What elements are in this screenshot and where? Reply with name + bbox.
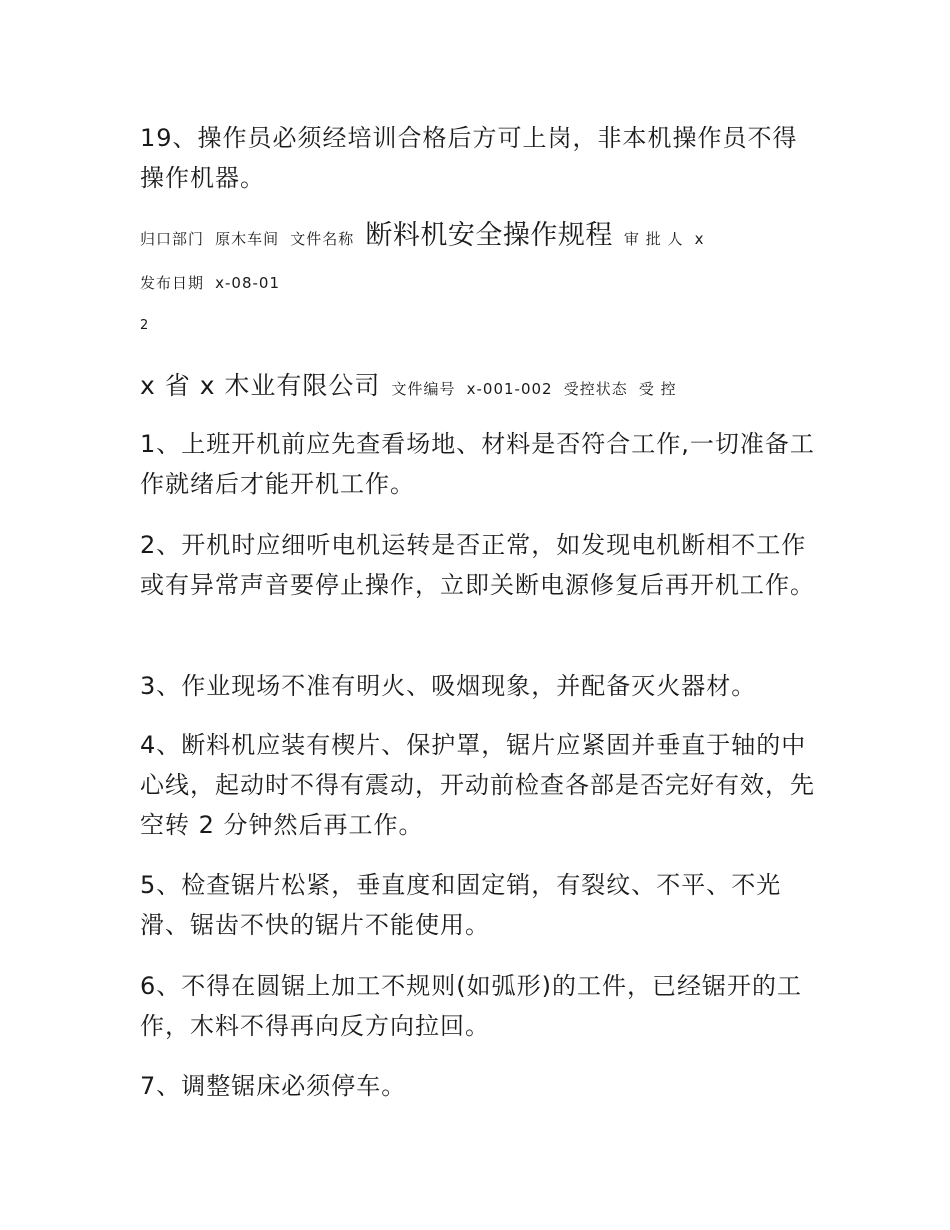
date-label: 发布日期: [140, 274, 205, 292]
date-value: x-08-01: [215, 274, 280, 292]
filename-label: 文件名称: [290, 230, 355, 248]
item-19: 19、操作员必须经培训合格后方可上岗，非本机操作员不得操作机器。: [140, 124, 798, 192]
header-row-2: [140, 272, 280, 293]
dept-label: 归口部门: [140, 230, 205, 248]
company-name: x 省 x 木业有限公司: [140, 371, 381, 400]
approver-label: 审 批 人: [623, 230, 684, 248]
header-row-3: [140, 366, 677, 402]
docnum-label: 文件编号: [391, 380, 456, 398]
item-7: 7、调整锯床必须停车。: [140, 1072, 407, 1100]
item-2: 2、开机时应细听电机运转是否正常，如发现电机断相不工作或有异常声音要停止操作，立即关断电源修复后再开机工作。: [140, 531, 815, 599]
control-value: 受 控: [638, 380, 677, 398]
page-number: 2: [140, 318, 149, 333]
header-row-1: [140, 213, 704, 252]
dept-value: 原木车间: [215, 230, 280, 248]
approver-value: x: [694, 230, 705, 248]
item-4: 4、断料机应装有楔片、保护罩，锯片应紧固并垂直于轴的中心线，起动时不得有震动，开动前检查各部是否完好有效，先空转 2 分钟然后再工作。: [140, 731, 815, 839]
item-3: 3、作业现场不准有明火、吸烟现象，并配备灭火器材。: [140, 672, 757, 700]
document-title: 断料机安全操作规程: [365, 220, 613, 251]
item-5: 5、检查锯片松紧，垂直度和固定销，有裂纹、不平、不光滑、锯齿不快的锯片不能使用。: [140, 871, 782, 939]
item-6: 6、不得在圆锯上加工不规则(如弧形)的工件，已经锯开的工作，木料不得再向反方向拉回。: [140, 972, 802, 1040]
item-1: 1、上班开机前应先查看场地、材料是否符合工作,一切准备工作就绪后才能开机工作。: [140, 430, 815, 498]
control-label: 受控状态: [563, 380, 628, 398]
docnum-value: x-001-002: [466, 380, 553, 398]
